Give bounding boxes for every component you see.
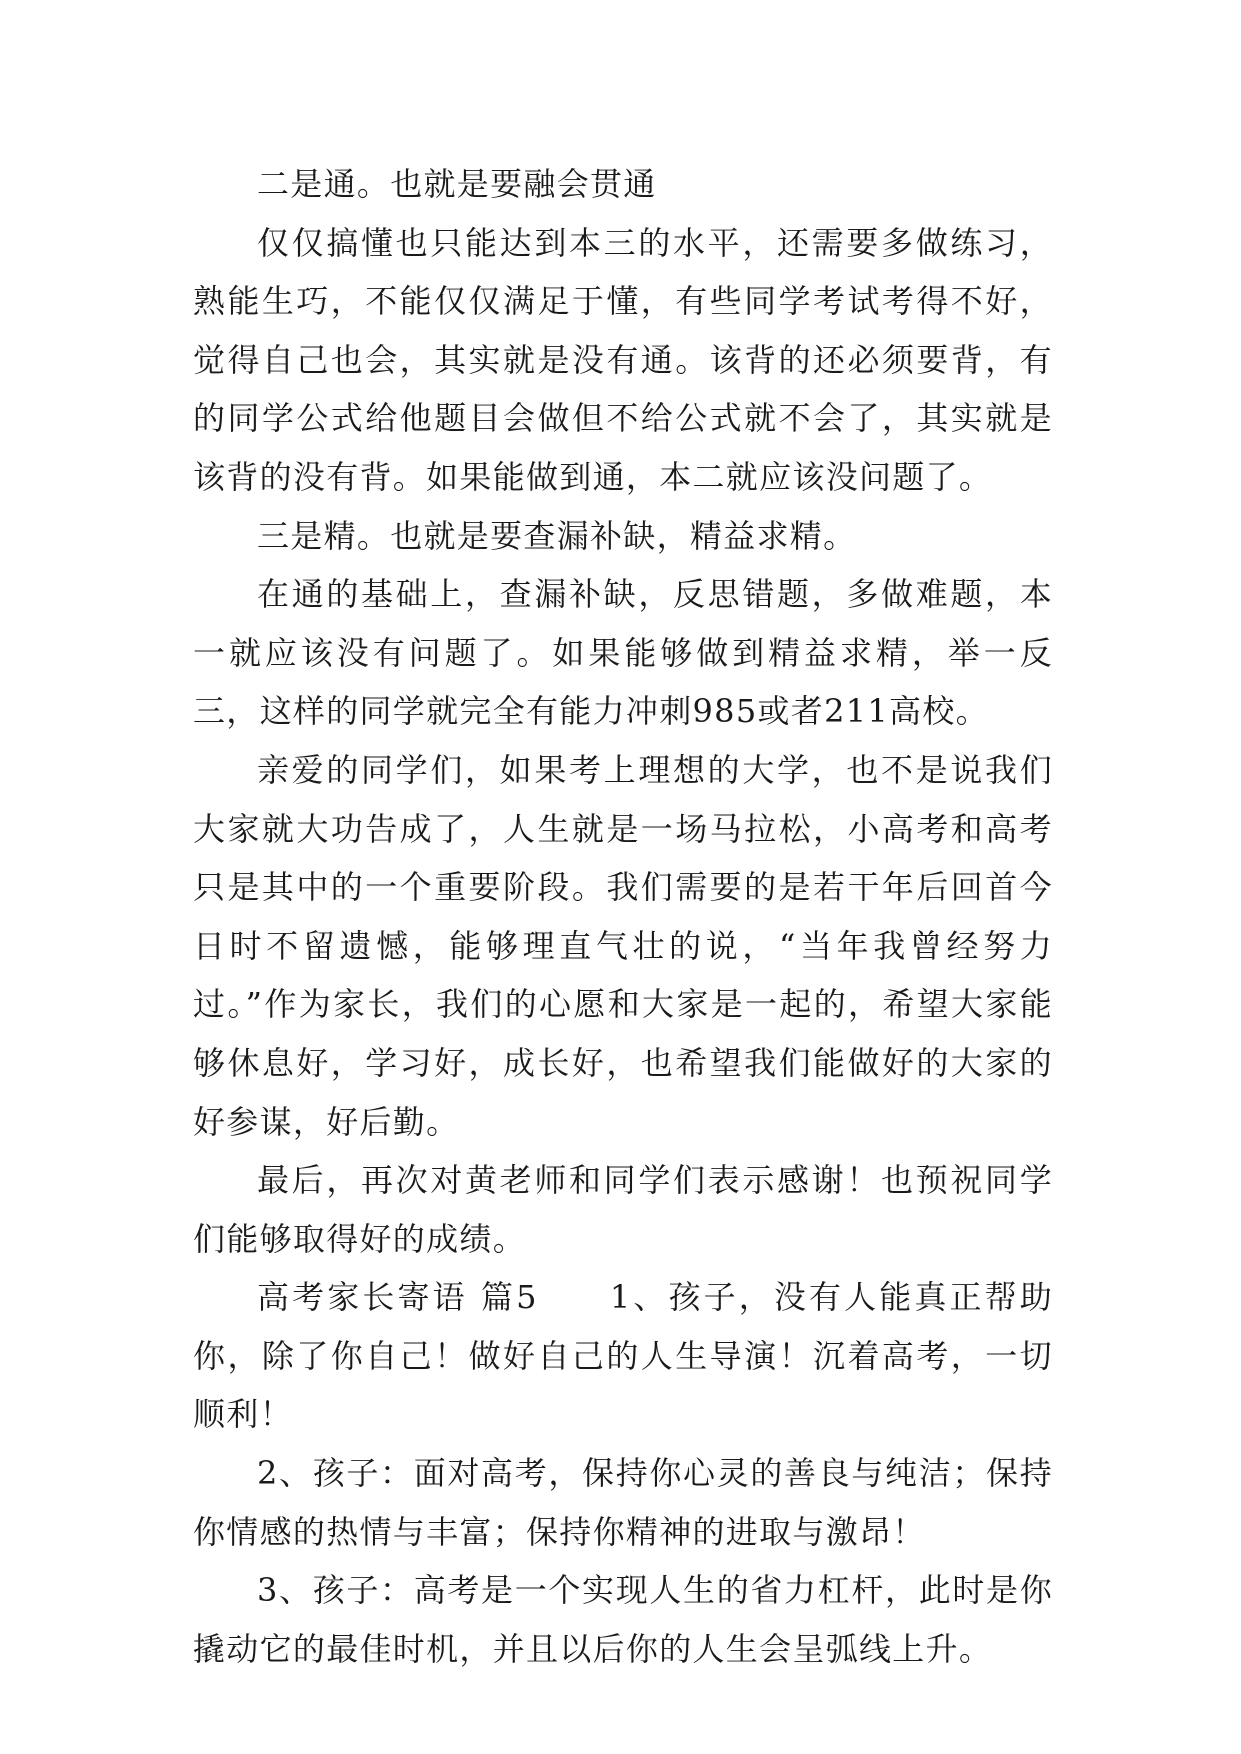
paragraph: 3、孩子：高考是一个实现人生的省力杠杆，此时是你撬动它的最佳时机，并且以后你的人生会呈弧线上升。: [193, 1571, 1053, 1668]
paragraph: 二是通。也就是要融会贯通: [257, 165, 657, 203]
paragraph: 三是精。也就是要查漏补缺，精益求精。: [257, 516, 857, 555]
paragraph: 2、孩子：面对高考，保持你心灵的善良与纯洁；保持你情感的热情与丰富；保持你精神的进取与激昂！: [193, 1454, 1053, 1551]
paragraph: 高考家长寄语 篇5 1、孩子，没有人能真正帮助你，除了你自己！做好自己的人生导演！沉着高考，一切顺利！: [193, 1278, 1053, 1434]
paragraph: 最后，再次对黄老师和同学们表示感谢！也预祝同学们能够取得好的成绩。: [193, 1161, 1053, 1258]
paragraph: 仅仅搞懂也只能达到本三的水平，还需要多做练习，熟能生巧，不能仅仅满足于懂，有些同学考试考得不好，觉得自己也会，其实就是没有通。该背的还必须要背，有的同学公式给他题目会做但不给公式就不会了，其实就是该背的没有背。如果能做到通，本二就应该没问题了。: [193, 223, 1053, 496]
paragraph: 在通的基础上，查漏补缺，反思错题，多做难题，本一就应该没有问题了。如果能够做到精益求精，举一反三，这样的同学就完全有能力冲刺985或者211高校。: [193, 575, 1053, 731]
paragraph: 亲爱的同学们，如果考上理想的大学，也不是说我们大家就大功告成了，人生就是一场马拉松，小高考和高考只是其中的一个重要阶段。我们需要的是若干年后回首今日时不留遗憾，能够理直气壮的说，“当年我曾经努力过。”作为家长，我们的心愿和大家是一起的，希望大家能够休息好，学习好，成长好，也希望我们能做好的大家的好参谋，好后勤。: [193, 750, 1053, 1141]
document-body: [193, 155, 1053, 1678]
